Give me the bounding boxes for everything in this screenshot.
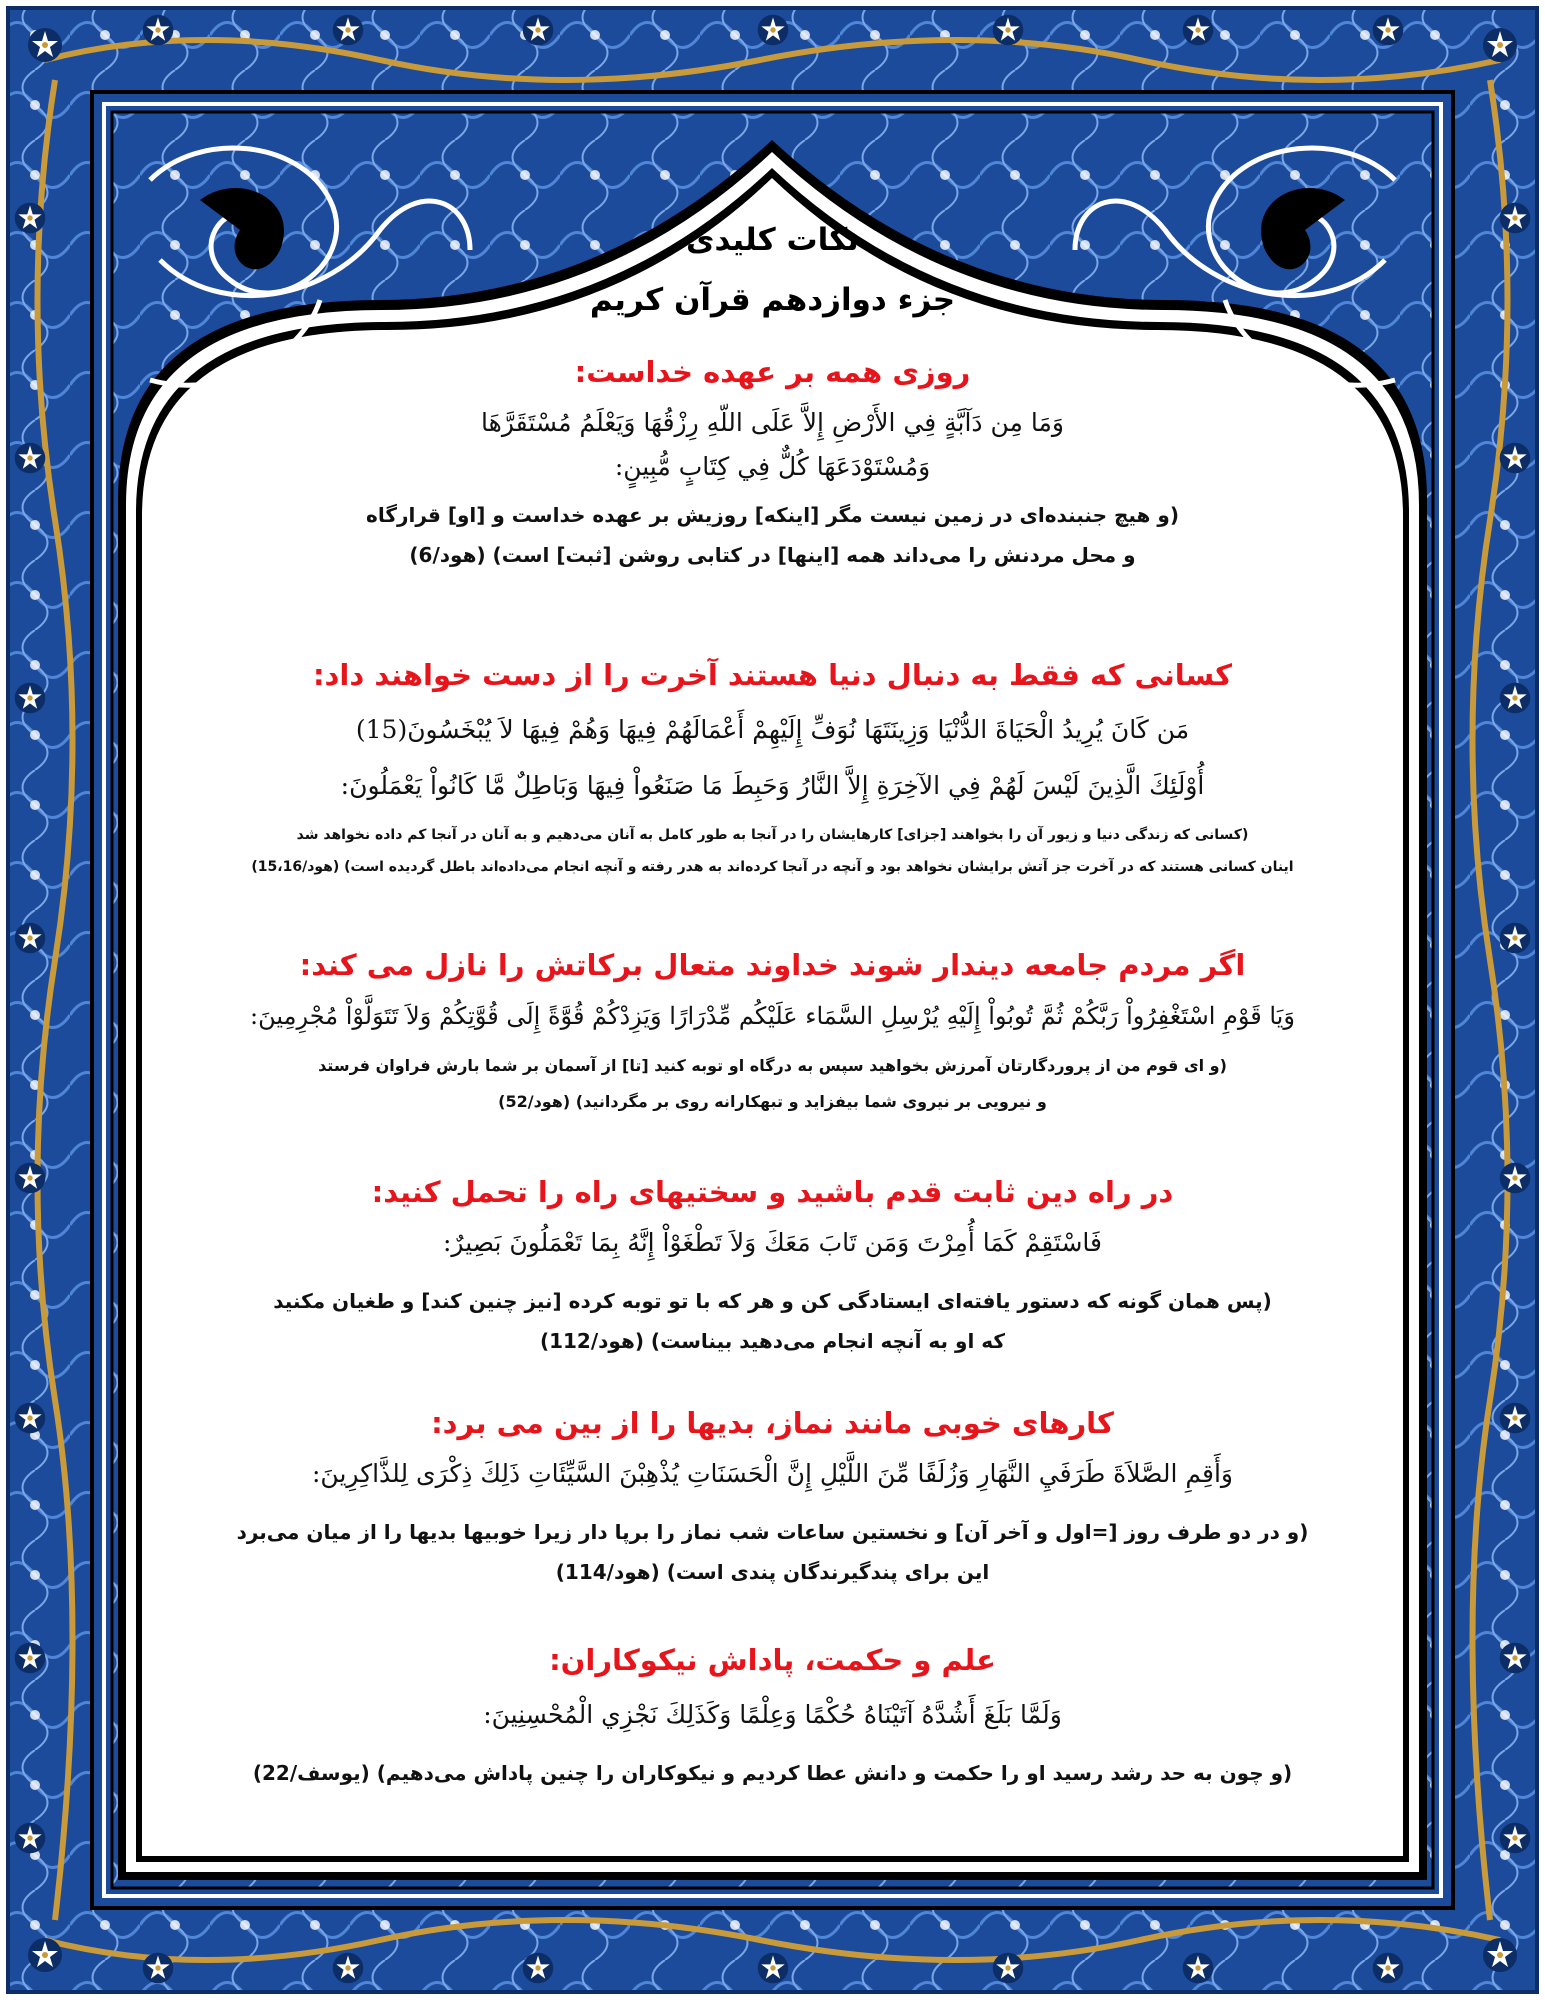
section-2 (150, 655, 1395, 881)
translation-line: (و هیچ جنبنده‌ای در زمین نیست مگر [اینکه] روزیش بر عهده خداست و [او] قرارگاه (366, 503, 1179, 527)
section-heading: کارهای خوبی مانند نماز، بدیها را از بین می برد: (431, 1406, 1114, 1440)
translation-line: و محل مردنش را می‌داند همه [اینها] در کتابی روشن [ثبت] است) (هود/6) (409, 543, 1136, 567)
translation-line: این برای پندگیرندگان پندی است) (هود/114) (555, 1560, 990, 1584)
document-body (150, 210, 1395, 1850)
translation-line: و نیرویی بر نیروی شما بیفزاید و تبهکارانه روی بر مگردانید) (هود/52) (498, 1092, 1047, 1111)
section-4 (150, 1172, 1395, 1360)
verse-line: وَأَقِمِ الصَّلاَةَ طَرَفَيِ النَّهَارِ وَزُلَفًا مِّنَ اللَّيْلِ إِنَّ الْحَسَنَاتِ يُذْهِبْنَ السَّيِّئَاتِ ذَلِكَ ذِكْرَى لِلذَّاكِرِينَ: (312, 1459, 1233, 1488)
section-heading: اگر مردم جامعه دیندار شوند خداوند متعال برکاتش را نازل می کند: (299, 948, 1246, 982)
verse-line: وَمَا مِن دَآبَّةٍ فِي الأَرْضِ إِلاَّ عَلَى اللّهِ رِزْقُهَا وَيَعْلَمُ مُسْتَقَرَّهَا (481, 408, 1064, 437)
verse-line: وَيَا قَوْمِ اسْتَغْفِرُواْ رَبَّكُمْ ثُمَّ تُوبُواْ إِلَيْهِ يُرْسِلِ السَّمَاء عَلَيْكُم مِّدْرَارًا وَيَزِدْكُمْ قُوَّةً إِلَى قُوَّتِكُمْ وَلاَ تَتَوَلَّوْاْ مُجْرِمِينَ: (250, 1002, 1295, 1030)
section-heading: روزی همه بر عهده خداست: (574, 355, 971, 389)
translation-line: (کسانی که زندگی دنیا و زیور آن را بخواهند [جزای] کارهایشان را در آنجا به طور کامل به آنان می‌دهیم و به آنان در آنجا کم داده نخواهد شد (296, 827, 1249, 843)
section-5 (150, 1403, 1395, 1591)
section-6 (150, 1640, 1395, 1792)
verse-line: وَمُسْتَوْدَعَهَا كُلٌّ فِي كِتَابٍ مُّبِينٍ: (614, 452, 931, 481)
translation-line: (پس همان گونه که دستور یافته‌ای ایستادگی کن و هر که با تو توبه کرده [نیز چنین کند] و طغیان مکنید (273, 1289, 1272, 1313)
verse-line: أُوْلَئِكَ الَّذِينَ لَيْسَ لَهُمْ فِي الآخِرَةِ إِلاَّ النَّارُ وَحَبِطَ مَا صَنَعُواْ فِيهَا وَبَاطِلٌ مَّا كَانُواْ يَعْمَلُونَ: (340, 771, 1205, 800)
translation-line: (و چون به حد رشد رسید او را حکمت و دانش عطا کردیم و نیکوکاران را چنین پاداش می‌دهیم) (یوسف/22) (252, 1761, 1293, 1785)
section-1 (150, 352, 1395, 574)
section-3 (150, 945, 1395, 1119)
translation-line: (و در دو طرف روز [=اول و آخر آن] و نخستین ساعات شب نماز را برپا دار زیرا خوبیها بدیها را از میان می‌برد (236, 1520, 1309, 1544)
section-heading: در راه دین ثابت قدم باشید و سختیهای راه را تحمل کنید: (371, 1175, 1174, 1209)
translation-line: اینان کسانی هستند که در آخرت جز آتش برایشان نخواهد بود و آنچه در آنجا کرده‌اند به هدر رفته و آنچه انجام می‌داده‌اند باطل گردیده است) (هود/15،16) (251, 859, 1294, 875)
document-subtitle: جزء دوازدهم قرآن کریم (589, 282, 956, 318)
translation-line: (و ای قوم من از پروردگارتان آمرزش بخواهید سپس به درگاه او توبه کنید [تا] از آسمان بر شما بارش فراوان فرستد (318, 1056, 1227, 1075)
verse-line: فَاسْتَقِمْ كَمَا أُمِرْتَ وَمَن تَابَ مَعَكَ وَلاَ تَطْغَوْاْ إِنَّهُ بِمَا تَعْمَلُونَ بَصِيرٌ: (443, 1228, 1102, 1257)
translation-line: که او به آنچه انجام می‌دهید بیناست) (هود/112) (539, 1329, 1006, 1353)
section-heading: کسانی که فقط به دنبال دنیا هستند آخرت را از دست خواهند داد: (312, 658, 1233, 692)
verse-line: وَلَمَّا بَلَغَ أَشُدَّهُ آتَيْنَاهُ حُكْمًا وَعِلْمًا وَكَذَلِكَ نَجْزِي الْمُحْسِنِينَ: (483, 1700, 1062, 1729)
section-heading: علم و حکمت، پاداش نیکوکاران: (549, 1643, 996, 1677)
verse-line: مَن كَانَ يُرِيدُ الْحَيَاةَ الدُّنْيَا وَزِينَتَهَا نُوَفِّ إِلَيْهِمْ أَعْمَالَهُمْ فِيهَا وَهُمْ فِيهَا لاَ يُبْخَسُونَ(15) (355, 715, 1190, 744)
document-title: نکات کلیدی (686, 222, 859, 258)
